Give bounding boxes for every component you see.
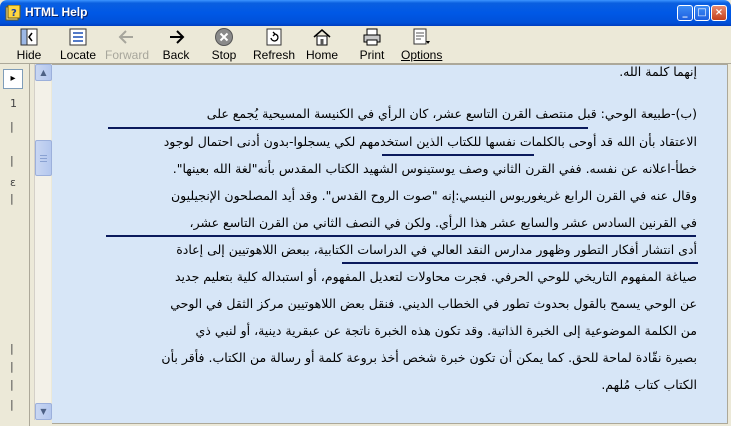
window-title: HTML Help	[25, 5, 88, 19]
refresh-button[interactable]	[253, 27, 295, 63]
stop-label: Stop	[211, 48, 237, 62]
content-line: إنهما كلمة الله.	[619, 64, 697, 79]
options-label: Options	[401, 48, 443, 62]
locate-icon	[68, 27, 88, 47]
nav-mark: |	[10, 120, 14, 133]
scroll-down-button[interactable]: ▼	[35, 403, 52, 420]
hide-label: Hide	[16, 48, 42, 62]
close-button[interactable]: ×	[711, 5, 727, 21]
content-line: خطأ-اعلانه عن نفسه. ففي القرن الثاني وصف يوستينوس الشهيد الكتاب المقدس بأنه"لغة الله بعينها".	[172, 161, 697, 176]
pane-splitter[interactable]	[30, 64, 33, 426]
hide-button[interactable]	[12, 27, 46, 63]
title-bar[interactable]	[0, 0, 731, 26]
highlight-underline	[108, 127, 588, 129]
options-icon	[411, 27, 431, 47]
nav-mark: |	[10, 398, 14, 411]
hide-pane-icon	[19, 27, 39, 47]
svg-text:?: ?	[11, 8, 17, 19]
content-line: بصيرة نقّادة لماحة للحق. كما يمكن أن تكون خبرة شخص أخذ بروعة كلمة أو رسالة من الكتاب. فأقر بأن	[161, 350, 697, 365]
forward-button[interactable]	[104, 27, 150, 63]
print-button[interactable]	[358, 27, 386, 63]
options-button[interactable]	[401, 27, 441, 63]
back-button[interactable]	[160, 27, 192, 63]
nav-mark: |	[10, 378, 14, 391]
maximize-button[interactable]: □	[694, 5, 710, 21]
nav-mark: |	[10, 154, 14, 167]
help-book-icon	[5, 5, 21, 21]
vertical-scrollbar[interactable]	[34, 64, 51, 420]
content-line: الاعتقاد بأن الله قد أوحى بالكلمات نفسها للكتاب الذين استخدمهم لكي يسجلوا-بدون أدنى احتمال لوجود	[163, 134, 697, 149]
refresh-label: Refresh	[253, 48, 296, 62]
stop-button[interactable]	[208, 27, 240, 63]
toolbar	[0, 26, 731, 64]
content-line: (ب)-طبيعة الوحي: قبل منتصف القرن التاسع عشر، كان الرأي في الكنيسة المسيحية يُجمع على	[206, 106, 697, 121]
locate-label: Locate	[59, 48, 97, 62]
navigation-pane	[0, 64, 30, 426]
nav-mark: 1	[10, 97, 17, 110]
arrow-right-icon	[166, 27, 186, 47]
highlight-underline	[382, 154, 534, 156]
scroll-up-button[interactable]: ▲	[35, 64, 52, 81]
content-line: من الكلمة الموضوعية إلى الخبرة الذاتية. وقد تكون هذه الخبرة ناتجة عن عبقرية دينية، أو لنبي ذي	[195, 323, 697, 338]
highlight-underline	[342, 262, 698, 264]
locate-button[interactable]	[58, 27, 98, 63]
home-button[interactable]	[305, 27, 339, 63]
expand-arrow-icon[interactable]: ▸	[3, 69, 23, 89]
content-line: وقال عنه في القرن الرابع غريغوريوس النيسي:إنه "صوت الروح القدس". وقد أيد المصلحون الإنجيليون	[170, 188, 697, 203]
minimize-button[interactable]: _	[677, 5, 693, 21]
arrow-left-icon	[117, 27, 137, 47]
scroll-thumb[interactable]	[35, 140, 52, 176]
thumb-grip	[40, 161, 47, 162]
nav-mark: ε	[10, 176, 16, 189]
refresh-icon	[264, 27, 284, 47]
content-line: الكتاب كتاب مُلهم.	[601, 377, 697, 392]
nav-mark: |	[10, 192, 14, 205]
content-line: صياغة المفهوم التاريخي للوحي الحرفي. فجرت محاولات لتعديل المفهوم، أو استبداله كلية بتعليم جديد	[174, 269, 697, 284]
content-line: في القرنين السادس عشر والسابع عشر هذا الرأي. ولكن في النصف الثاني من القرن التاسع عشر،	[189, 215, 697, 230]
nav-mark: |	[10, 342, 14, 355]
highlight-underline	[106, 235, 696, 237]
home-icon	[312, 27, 332, 47]
content-line: عن الوحي يسمح بالقول بحدوث تطور في الخطاب الديني. فنقل بعض اللاهوتيين مركز الثقل في الوحي	[170, 296, 697, 311]
content-line: أدى انتشار أفكار التطور وظهور مدارس النقد العالي في الدراسات الكتابية، ببعض اللاهوتيين إلى إعادة	[176, 242, 697, 257]
home-label: Home	[305, 48, 338, 62]
thumb-grip	[40, 158, 47, 159]
printer-icon	[362, 27, 382, 47]
back-label: Back	[162, 48, 190, 62]
print-label: Print	[359, 48, 385, 62]
help-content	[52, 64, 728, 424]
forward-label: Forward	[104, 48, 149, 62]
thumb-grip	[40, 155, 47, 156]
nav-mark: |	[10, 360, 14, 373]
stop-icon	[214, 27, 234, 47]
